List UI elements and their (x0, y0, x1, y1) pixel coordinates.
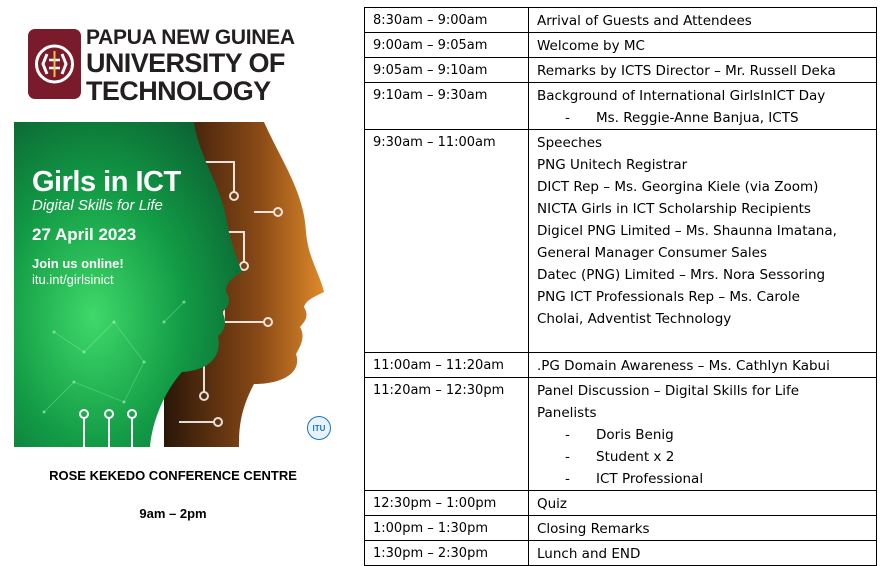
agenda-item (529, 541, 877, 566)
agenda-item-line: PNG ICT Professionals Rep – Ms. Carole (537, 289, 800, 305)
agenda-item-line: .PG Domain Awareness – Ms. Cathlyn Kabui (537, 358, 830, 374)
agenda-item-line: Speeches (537, 135, 603, 151)
agenda-item-line: DICT Rep – Ms. Georgina Kiele (via Zoom) (537, 179, 819, 195)
agenda-subitem (537, 446, 876, 468)
agenda-row (365, 541, 877, 566)
agenda-item-line: General Manager Consumer Sales (537, 245, 768, 261)
agenda-item (529, 130, 877, 353)
agenda-item-line: Quiz (537, 496, 568, 512)
itu-logo-icon: ITU (307, 416, 331, 440)
agenda-subitem (537, 107, 876, 129)
agenda-item-line: Arrival of Guests and Attendees (537, 13, 752, 29)
agenda-item (529, 516, 877, 541)
agenda-item-line: Lunch and END (537, 546, 641, 562)
agenda-row (365, 130, 877, 353)
agenda-time: 9:10am – 9:30am (365, 83, 529, 130)
agenda-item-line: Panelists (537, 405, 597, 421)
agenda-item-line: Welcome by MC (537, 38, 645, 54)
logo-line-1: PAPUA NEW GUINEA (86, 26, 295, 49)
agenda-time: 11:00am – 11:20am (365, 353, 529, 378)
agenda-item-line: Digicel PNG Limited – Ms. Shaunna Imatana, (537, 223, 837, 239)
agenda-item-line: Datec (PNG) Limited – Mrs. Nora Sessoring (537, 267, 826, 283)
agenda-row (365, 378, 877, 491)
poster-date: 27 April 2023 (32, 225, 137, 244)
spacer (537, 330, 876, 352)
agenda-row (365, 353, 877, 378)
dash-bullet-icon: - (565, 110, 570, 126)
agenda-subitem-label: Ms. Reggie-Anne Banjua, ICTS (596, 110, 799, 126)
agenda-time: 1:30pm – 2:30pm (365, 541, 529, 566)
poster-subtitle: Digital Skills for Life (32, 197, 163, 214)
dash-bullet-icon: - (565, 471, 570, 487)
agenda-subitem (537, 424, 876, 446)
agenda-row (365, 491, 877, 516)
agenda-time: 1:00pm – 1:30pm (365, 516, 529, 541)
dash-bullet-icon: - (565, 449, 570, 465)
agenda-item-line: Cholai, Adventist Technology (537, 311, 732, 327)
poster-url: itu.int/girlsinict (32, 272, 114, 287)
agenda-subitem-label: ICT Professional (596, 471, 704, 487)
agenda-row (365, 83, 877, 130)
agenda-item-line: Panel Discussion – Digital Skills for Life (537, 383, 800, 399)
agenda-subitem (537, 468, 876, 490)
dash-bullet-icon: - (565, 427, 570, 443)
logo-line-3: TECHNOLOGY (86, 76, 271, 106)
agenda-item (529, 353, 877, 378)
event-poster (14, 122, 332, 447)
agenda-item (529, 33, 877, 58)
agenda-row (365, 516, 877, 541)
agenda-item (529, 491, 877, 516)
agenda-row (365, 33, 877, 58)
agenda-subitem-label: Doris Benig (596, 427, 674, 443)
university-logo (28, 26, 300, 106)
agenda-row (365, 58, 877, 83)
agenda-item (529, 58, 877, 83)
agenda-time: 9:05am – 9:10am (365, 58, 529, 83)
agenda-item-line: Background of International GirlsInICT Day (537, 88, 826, 104)
venue-time: 9am – 2pm (139, 506, 207, 521)
agenda-item-line: PNG Unitech Registrar (537, 157, 688, 173)
agenda-item (529, 8, 877, 33)
university-seal-icon (28, 29, 81, 99)
agenda-time: 9:00am – 9:05am (365, 33, 529, 58)
agenda-time: 12:30pm – 1:00pm (365, 491, 529, 516)
agenda-item-line: NICTA Girls in ICT Scholarship Recipients (537, 201, 811, 217)
agenda-row (365, 8, 877, 33)
poster-title: Girls in ICT (32, 166, 181, 198)
logo-line-2: UNIVERSITY OF (86, 48, 285, 78)
agenda-item-line: Closing Remarks (537, 521, 650, 537)
agenda-item (529, 378, 877, 491)
poster-join-text: Join us online! (32, 256, 124, 271)
agenda-time: 9:30am – 11:00am (365, 130, 529, 353)
agenda-table (364, 7, 877, 566)
agenda-item (529, 83, 877, 130)
venue-name: ROSE KEKEDO CONFERENCE CENTRE (49, 468, 297, 483)
agenda-time: 11:20am – 12:30pm (365, 378, 529, 491)
agenda-subitem-label: Student x 2 (596, 449, 675, 465)
agenda-time: 8:30am – 9:00am (365, 8, 529, 33)
agenda-item-line: Remarks by ICTS Director – Mr. Russell Deka (537, 63, 836, 79)
